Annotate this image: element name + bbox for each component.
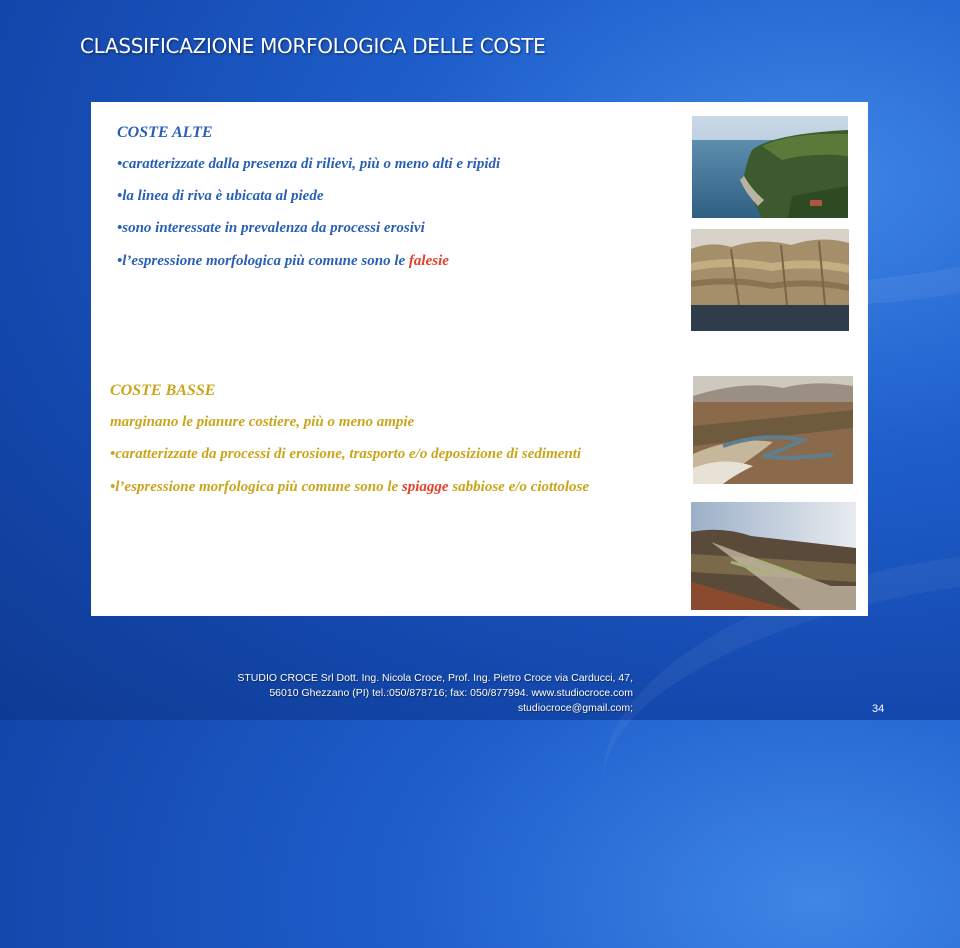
footer-line: studiocroce@gmail.com;: [517, 702, 633, 714]
coste-basse-line-last: [110, 479, 589, 496]
highlight-spiagge: spiagge: [401, 479, 449, 495]
coste-basse-line: •caratterizzate da processi di erosione, trasporto e/o deposizione di sedimenti: [110, 446, 582, 462]
highlight-falesie: falesie: [408, 253, 449, 269]
bullet-text: •l’espressione morfologica più comune sono le: [110, 479, 402, 495]
coste-basse-line: marginano le pianure costiere, più o meno ampie: [110, 414, 415, 430]
footer-line: STUDIO CROCE Srl Dott. Ing. Nicola Croce, Prof. Ing. Pietro Croce via Carducci, 47,: [237, 672, 633, 684]
coste-alte-bullet: •sono interessate in prevalenza da processi erosivi: [117, 220, 425, 236]
content-panel: [91, 102, 868, 616]
coste-alte-bullet-last: [117, 253, 449, 270]
footer-credits: [100, 671, 633, 716]
photo-cliffs: [691, 229, 849, 331]
photo-river-delta: [693, 376, 853, 484]
bullet-text: sabbiose e/o ciottolose: [448, 479, 589, 495]
photo-rocky-coast: [692, 116, 848, 218]
coste-alte-heading: COSTE ALTE: [117, 124, 213, 141]
bullet-text: •l’espressione morfologica più comune sono le: [117, 253, 409, 269]
page-number: 34: [872, 703, 885, 715]
footer-line: 56010 Ghezzano (PI) tel.:050/878716; fax: 050/877994. www.studiocroce.com: [269, 687, 633, 699]
photo-coastal-plain: [691, 502, 856, 610]
coste-alte-bullet: •caratterizzate dalla presenza di rilievi, più o meno alti e ripidi: [117, 156, 501, 172]
slide-title: CLASSIFICAZIONE MORFOLOGICA DELLE COSTE: [80, 34, 546, 58]
coste-basse-heading: COSTE BASSE: [110, 382, 216, 399]
coste-alte-bullet: •la linea di riva è ubicata al piede: [117, 188, 324, 204]
